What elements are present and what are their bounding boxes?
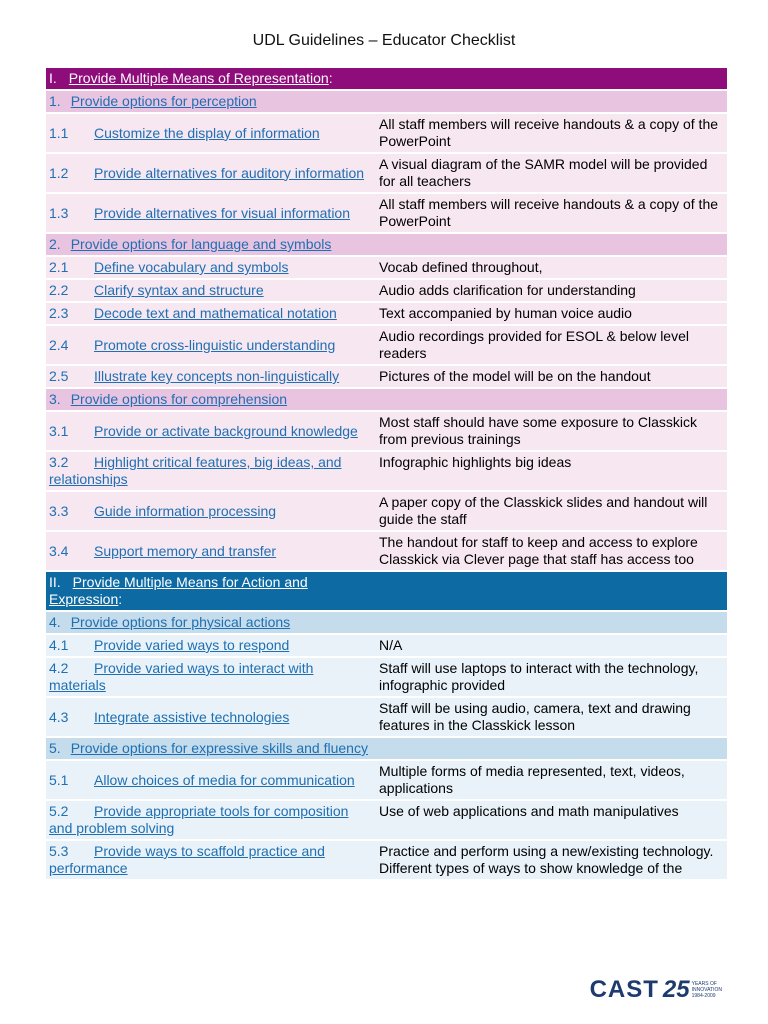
- checkpoint-number: 5.2: [49, 803, 69, 819]
- checkpoint-row: [46, 326, 727, 366]
- guideline-group-blank: [376, 612, 727, 635]
- checkpoint-row: [46, 801, 727, 841]
- checkpoint-number: 4.2: [49, 660, 69, 676]
- checkpoint-link[interactable]: Promote cross-linguistic understanding: [94, 336, 336, 353]
- checkpoint-row: [46, 154, 727, 194]
- checkpoint-link[interactable]: Allow choices of media for communication: [94, 771, 355, 788]
- checkpoint-row: [46, 635, 727, 658]
- section-roman: II.: [49, 574, 61, 590]
- checkpoint-cell: [46, 326, 376, 366]
- checkpoint-note: Most staff should have some exposure to Classkick from previous trainings: [376, 412, 727, 452]
- checkpoint-cell: [46, 303, 376, 326]
- guideline-group-row: [46, 234, 727, 257]
- checkpoint-link[interactable]: Decode text and mathematical notation: [94, 305, 337, 321]
- checkpoint-row: [46, 761, 727, 801]
- guideline-group-row: [46, 389, 727, 412]
- section-header-row: [46, 68, 727, 91]
- checkpoint-note: The handout for staff to keep and access to explore Classkick via Clever page that staff has access too: [376, 532, 727, 572]
- checkpoint-row: [46, 532, 727, 572]
- guideline-group-cell: [46, 389, 376, 412]
- guideline-link[interactable]: Provide options for comprehension: [70, 391, 288, 407]
- cast-logo-text: CAST: [589, 976, 659, 1003]
- checkpoint-number: 5.1: [49, 771, 69, 788]
- guideline-link[interactable]: Provide options for expressive skills and fluency: [70, 740, 368, 756]
- checkpoint-note: Multiple forms of media represented, text, videos, applications: [376, 761, 727, 801]
- checkpoint-note: All staff members will receive handouts & a copy of the PowerPoint: [376, 114, 727, 154]
- anniversary-badge: [663, 976, 722, 1004]
- checkpoint-number: 2.3: [49, 305, 69, 321]
- section-header-blank: [376, 68, 727, 91]
- guideline-group-cell: [46, 612, 376, 635]
- section-link[interactable]: Provide Multiple Means for Action and Expression: [49, 574, 308, 607]
- checkpoint-note: Pictures of the model will be on the handout: [376, 366, 727, 389]
- checkpoint-link[interactable]: Provide or activate background knowledge: [94, 422, 358, 439]
- checkpoint-note: Audio recordings provided for ESOL & below level readers: [376, 326, 727, 366]
- section-suffix: :: [328, 70, 333, 86]
- checkpoint-cell: [46, 194, 376, 234]
- checkpoint-row: [46, 194, 727, 234]
- checkpoint-number: 4.3: [49, 708, 69, 725]
- section-header-cell: [46, 68, 376, 91]
- checkpoint-cell: [46, 452, 376, 492]
- checkpoint-link[interactable]: Provide alternatives for auditory information: [94, 164, 365, 181]
- checkpoint-note: Audio adds clarification for understanding: [376, 280, 727, 303]
- checkpoint-cell: [46, 801, 376, 841]
- badge-line-1: YEARS OF: [691, 981, 717, 987]
- checkpoint-row: [46, 257, 727, 280]
- checkpoint-cell: [46, 154, 376, 194]
- guideline-number: 5.: [49, 740, 61, 756]
- checkpoint-link[interactable]: Provide alternatives for visual information: [94, 204, 351, 221]
- checkpoint-row: [46, 303, 727, 326]
- guideline-group-cell: [46, 738, 376, 761]
- guideline-number: 1.: [49, 93, 61, 109]
- checkpoint-note: Staff will be using audio, camera, text and drawing features in the Classkick lesson: [376, 698, 727, 738]
- checkpoint-cell: [46, 257, 376, 280]
- checkpoint-row: [46, 366, 727, 389]
- checkpoint-link[interactable]: Provide varied ways to respond: [94, 637, 290, 653]
- checkpoint-number: 2.2: [49, 282, 69, 298]
- checkpoint-cell: [46, 280, 376, 303]
- checkpoint-number: 1.2: [49, 164, 69, 181]
- checkpoint-number: 3.2: [49, 454, 69, 470]
- checkpoint-number: 1.1: [49, 124, 69, 141]
- checkpoint-cell: [46, 366, 376, 389]
- checkpoint-cell: [46, 761, 376, 801]
- checkpoint-row: [46, 114, 727, 154]
- checkpoint-number: 4.1: [49, 637, 69, 653]
- checkpoint-number: 2.5: [49, 368, 69, 384]
- checkpoint-note: Text accompanied by human voice audio: [376, 303, 727, 326]
- checkpoint-row: [46, 412, 727, 452]
- section-header-blank: [376, 572, 727, 612]
- checkpoint-link[interactable]: Highlight critical features, big ideas, and relationships: [49, 454, 342, 487]
- section-header-row: [46, 572, 727, 612]
- guideline-number: 3.: [49, 391, 61, 407]
- guideline-link[interactable]: Provide options for perception: [70, 93, 257, 109]
- checkpoint-cell: [46, 114, 376, 154]
- checkpoint-number: 3.3: [49, 502, 69, 519]
- guideline-group-row: [46, 91, 727, 114]
- checkpoint-note: A visual diagram of the SAMR model will be provided for all teachers: [376, 154, 727, 194]
- checkpoint-cell: [46, 492, 376, 532]
- badge-line-3: 1984-2009: [691, 993, 716, 999]
- anniversary-number: 25: [662, 976, 690, 1003]
- checkpoint-row: [46, 658, 727, 698]
- section-header-cell: [46, 572, 376, 612]
- guideline-group-cell: [46, 234, 376, 257]
- checkpoint-link[interactable]: Provide appropriate tools for composition and problem solving: [49, 803, 349, 836]
- checkpoint-note: A paper copy of the Classkick slides and handout will guide the staff: [376, 492, 727, 532]
- guideline-number: 2.: [49, 236, 61, 252]
- guideline-group-blank: [376, 234, 727, 257]
- checkpoint-link[interactable]: Illustrate key concepts non-linguistically: [94, 368, 340, 384]
- section-link[interactable]: Provide Multiple Means of Representation: [68, 70, 329, 86]
- checkpoint-number: 2.4: [49, 336, 69, 353]
- badge-line-2: INNOVATION: [691, 987, 722, 993]
- checkpoint-note: Use of web applications and math manipulatives: [376, 801, 727, 841]
- checkpoint-note: All staff members will receive handouts & a copy of the PowerPoint: [376, 194, 727, 234]
- checkpoint-link[interactable]: Provide varied ways to interact with materials: [49, 660, 314, 693]
- section-suffix: :: [118, 591, 123, 607]
- checkpoint-number: 3.1: [49, 422, 69, 439]
- guideline-group-blank: [376, 91, 727, 114]
- guideline-group-row: [46, 612, 727, 635]
- document-title: UDL Guidelines – Educator Checklist: [252, 32, 516, 49]
- checkpoint-cell: [46, 412, 376, 452]
- checkpoint-note: Practice and perform using a new/existing technology. Different types of ways to show knowledge of the: [376, 841, 727, 881]
- checkpoint-link[interactable]: Integrate assistive technologies: [94, 708, 290, 725]
- checkpoint-note: N/A: [376, 635, 727, 658]
- checkpoint-cell: [46, 841, 376, 881]
- checkpoint-cell: [46, 658, 376, 698]
- checkpoint-link[interactable]: Customize the display of information: [94, 124, 320, 141]
- checkpoint-cell: [46, 532, 376, 572]
- checkpoint-number: 5.3: [49, 843, 69, 859]
- guideline-group-row: [46, 738, 727, 761]
- checkpoint-cell: [46, 698, 376, 738]
- checkpoint-link[interactable]: Clarify syntax and structure: [94, 282, 264, 298]
- checkpoint-note: Staff will use laptops to interact with the technology, infographic provided: [376, 658, 727, 698]
- checkpoint-note: Infographic highlights big ideas: [376, 452, 727, 492]
- guideline-link[interactable]: Provide options for physical actions: [70, 614, 291, 630]
- checkpoint-cell: [46, 635, 376, 658]
- checkpoint-link[interactable]: Support memory and transfer: [94, 542, 277, 559]
- checkpoint-number: 1.3: [49, 204, 69, 221]
- checkpoint-row: [46, 698, 727, 738]
- checkpoint-row: [46, 452, 727, 492]
- checkpoint-link[interactable]: Define vocabulary and symbols: [94, 259, 289, 275]
- udl-checklist-table: [46, 68, 727, 881]
- guideline-group-cell: [46, 91, 376, 114]
- cast-logo: [590, 975, 722, 1005]
- guideline-group-blank: [376, 738, 727, 761]
- checkpoint-number: 3.4: [49, 542, 69, 559]
- checkpoint-link[interactable]: Provide ways to scaffold practice and performance: [49, 843, 325, 876]
- guideline-group-blank: [376, 389, 727, 412]
- checkpoint-number: 2.1: [49, 259, 69, 275]
- checkpoint-row: [46, 841, 727, 881]
- checkpoint-link[interactable]: Guide information processing: [94, 502, 277, 519]
- guideline-link[interactable]: Provide options for language and symbols: [70, 236, 332, 252]
- checkpoint-note: Vocab defined throughout,: [376, 257, 727, 280]
- guideline-number: 4.: [49, 614, 61, 630]
- checkpoint-row: [46, 280, 727, 303]
- section-roman: I.: [49, 70, 57, 86]
- checkpoint-row: [46, 492, 727, 532]
